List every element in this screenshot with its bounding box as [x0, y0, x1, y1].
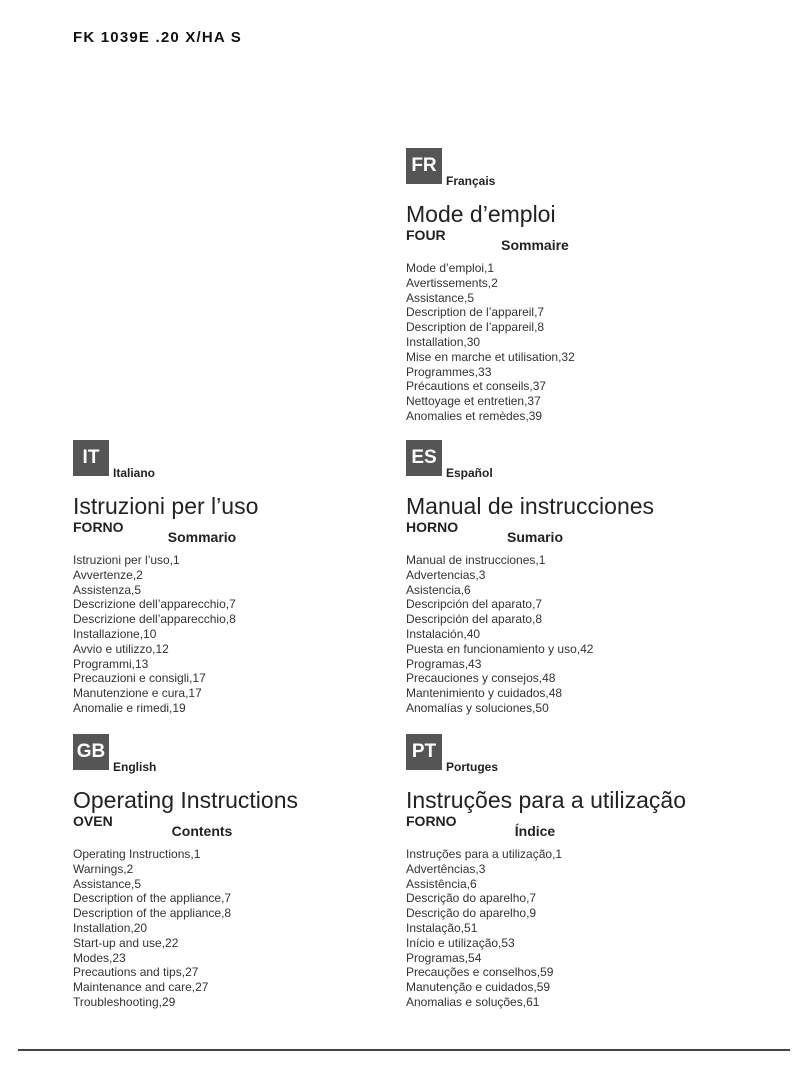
language-code-badge: FR: [406, 148, 442, 184]
language-name: English: [113, 760, 157, 774]
toc-item: Maintenance and care,27: [73, 980, 209, 995]
language-code-badge: IT: [73, 440, 109, 476]
table-of-contents: [73, 553, 236, 716]
toc-item: Instalação,51: [406, 920, 478, 935]
section-pt: [406, 734, 736, 1009]
toc-item: Precauciones y consejos,48: [406, 671, 556, 686]
toc-item: Operating Instructions,1: [73, 847, 201, 861]
manual-title: Mode d’emploi: [406, 201, 556, 227]
toc-item: Anomalies et remèdes,39: [406, 408, 543, 423]
toc-item: Avvertenze,2: [73, 567, 143, 582]
table-of-contents: [406, 261, 575, 424]
toc-item: Installazione,10: [73, 626, 157, 641]
toc-item: Assistance,5: [406, 290, 475, 305]
toc-item: Programas,54: [406, 950, 482, 965]
model-number: FK 1039E .20 X/HA S: [73, 29, 242, 46]
toc-item: Instruções para a utilização,1: [406, 847, 563, 861]
table-of-contents: [406, 847, 562, 1010]
contents-heading: Contents: [171, 823, 233, 839]
language-code-badge: ES: [406, 440, 442, 476]
toc-item: Instalación,40: [406, 626, 481, 641]
language-name: Español: [446, 466, 493, 480]
toc-item: Installation,30: [406, 334, 481, 349]
product-name: HORNO: [406, 519, 459, 535]
toc-item: Programmi,13: [73, 656, 149, 671]
toc-item: Advertencias,3: [406, 567, 486, 582]
toc-item: Description de l’appareil,8: [406, 320, 545, 335]
toc-item: Description of the appliance,8: [73, 906, 232, 921]
table-of-contents: [73, 847, 231, 1010]
toc-item: Programmes,33: [406, 364, 492, 379]
toc-item: Description of the appliance,7: [73, 891, 232, 906]
manual-title: Istruzioni per l’uso: [73, 493, 259, 519]
toc-item: Precauções e conselhos,59: [406, 965, 554, 980]
toc-item: Início e utilização,53: [406, 935, 515, 950]
toc-item: Descrizione dell’apparecchio,8: [73, 612, 236, 627]
product-name: FOUR: [406, 227, 446, 243]
toc-item: Precauzioni e consigli,17: [73, 671, 206, 686]
toc-item: Assistência,6: [406, 876, 477, 891]
toc-item: Descrizione dell’apparecchio,7: [73, 597, 236, 612]
language-code-badge: GB: [73, 734, 109, 770]
toc-item: Manutenção e cuidados,59: [406, 980, 551, 995]
toc-item: Anomalias e soluções,61: [406, 994, 540, 1009]
toc-item: Modes,23: [73, 950, 126, 965]
product-name: FORNO: [406, 813, 457, 829]
section-fr: [406, 148, 736, 423]
toc-item: Anomalías y soluciones,50: [406, 700, 549, 715]
toc-item: Mode d’emploi,1: [406, 261, 495, 275]
toc-item: Description de l’appareil,7: [406, 305, 545, 320]
toc-item: Troubleshooting,29: [73, 994, 176, 1009]
toc-item: Avvio e utilizzo,12: [73, 641, 169, 656]
language-code-badge: PT: [406, 734, 442, 770]
product-name: OVEN: [73, 813, 113, 829]
table-of-contents: [406, 553, 593, 716]
toc-item: Programas,43: [406, 656, 482, 671]
toc-item: Assistance,5: [73, 876, 142, 891]
toc-item: Descrição do aparelho,9: [406, 906, 537, 921]
contents-heading: Índice: [514, 823, 556, 839]
section-it: [73, 440, 403, 715]
toc-item: Warnings,2: [73, 861, 134, 876]
toc-item: Manual de instrucciones,1: [406, 553, 546, 567]
manual-title: Manual de instrucciones: [406, 493, 655, 519]
section-gb: [73, 734, 403, 1009]
toc-item: Descripción del aparato,7: [406, 597, 543, 612]
toc-item: Advertências,3: [406, 861, 486, 876]
manual-title: Instruções para a utilização: [406, 787, 686, 813]
language-name: Portuges: [446, 760, 499, 774]
toc-item: Istruzioni per l’uso,1: [73, 553, 180, 567]
toc-item: Manutenzione e cura,17: [73, 686, 202, 701]
toc-item: Mantenimiento y cuidados,48: [406, 686, 563, 701]
bottom-divider: [18, 1049, 790, 1051]
toc-item: Asistencia,6: [406, 582, 471, 597]
contents-heading: Sumario: [506, 529, 563, 545]
contents-heading: Sommario: [167, 529, 237, 545]
toc-item: Descrição do aparelho,7: [406, 891, 537, 906]
language-name: Français: [446, 174, 496, 188]
contents-heading: Sommaire: [501, 237, 569, 253]
toc-item: Avertissements,2: [406, 275, 498, 290]
toc-item: Descripción del aparato,8: [406, 612, 543, 627]
toc-item: Precautions and tips,27: [73, 965, 199, 980]
language-name: Italiano: [113, 466, 156, 480]
toc-item: Assistenza,5: [73, 582, 142, 597]
toc-item: Anomalie e rimedi,19: [73, 700, 186, 715]
toc-item: Start-up and use,22: [73, 935, 179, 950]
manual-title: Operating Instructions: [73, 787, 299, 813]
toc-item: Nettoyage et entretien,37: [406, 394, 541, 409]
toc-item: Précautions et conseils,37: [406, 379, 547, 394]
toc-item: Installation,20: [73, 920, 148, 935]
toc-item: Mise en marche et utilisation,32: [406, 349, 575, 364]
product-name: FORNO: [73, 519, 124, 535]
section-es: [406, 440, 736, 715]
toc-item: Puesta en funcionamiento y uso,42: [406, 641, 594, 656]
